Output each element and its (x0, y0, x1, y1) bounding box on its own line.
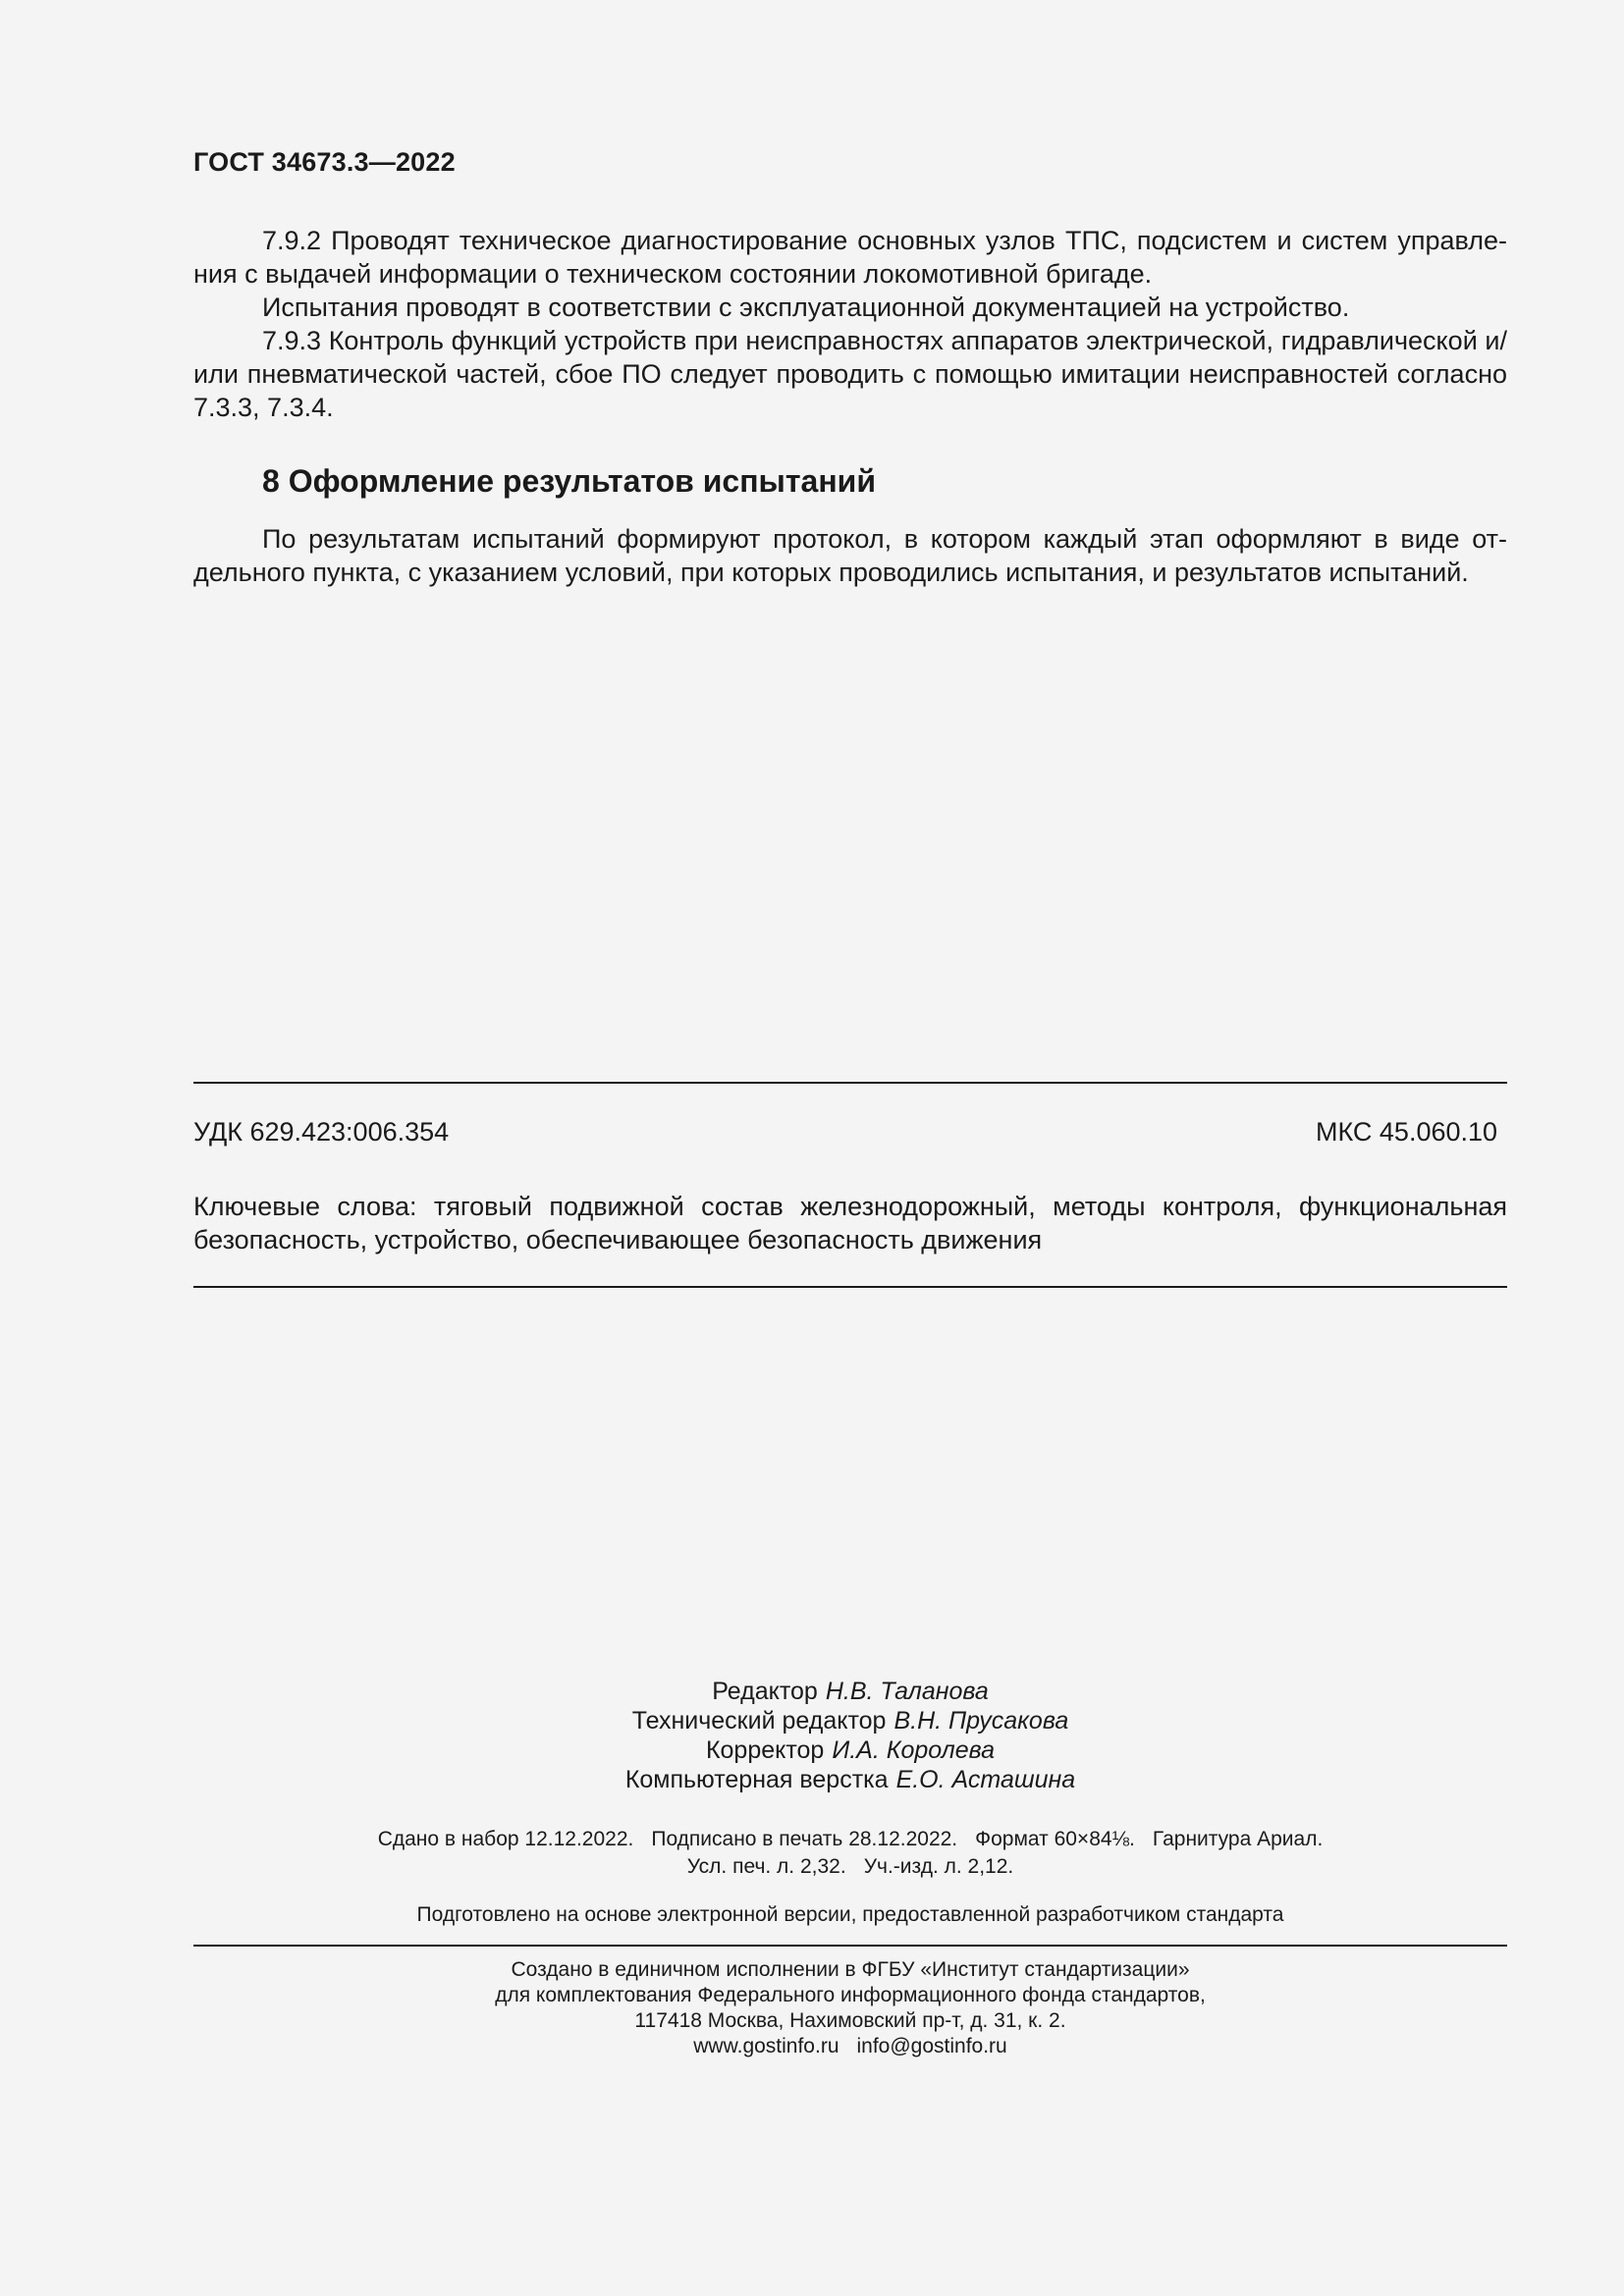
section-8-heading: 8 Оформление результатов испытаний (262, 463, 876, 499)
udk-code: УДК 629.423:006.354 (193, 1117, 450, 1147)
credit-tech-editor: Технический редактор В.Н. Прусакова (631, 1707, 1069, 1735)
print-info-line1: Сдано в набор 12.12.2022. Подписано в печать 28.12.2022. Формат 60×84⅛. Гарнитура Ариал. (377, 1828, 1324, 1850)
paragraph-7-9-2: 7.9.2 Проводят техническое диагностирование основных узлов ТПС, подсистем и систем управления с выдачей информации о техническом состоянии локомотивной бригаде. (193, 226, 1507, 289)
credits-block (193, 1677, 1507, 1794)
divider-keywords (193, 1286, 1507, 1288)
mks-code: МКС 45.060.10 (1316, 1117, 1498, 1147)
paragraph-7-9-3: 7.9.3 Контроль функций устройств при неисправностях аппаратов электрической, гидравлической и/или пневматической частей, сбое ПО следует проводить с помощью имитации неисправностей согласно 7.3.3, 7.3.4. (193, 326, 1507, 422)
credit-layout: Компьютерная верстка Е.О. Асташина (624, 1766, 1076, 1793)
paragraph-tests: Испытания проводят в соответствии с эксплуатационной документацией на устройство. (262, 293, 1350, 322)
print-info-line2: Усл. печ. л. 2,32. Уч.-изд. л. 2,12. (686, 1855, 1014, 1878)
divider-publisher (193, 1945, 1507, 1947)
keywords: Ключевые слова: тяговый подвижной состав железнодорожный, методы контроля, функциональная безопасность, устройство, обеспечивающее безопасность движения (193, 1192, 1507, 1255)
publisher-line1: Создано в единичном исполнении в ФГБУ «Институт стандартизации» (511, 1958, 1190, 1981)
publisher-contacts (193, 2034, 1507, 2059)
paragraph-8: По результатам испытаний формируют протокол, в котором каждый этап оформляют в виде отдельного пункта, с указанием условий, при которых проводились испытания, и результатов испытаний. (193, 524, 1507, 587)
section-7-9-text (193, 224, 1507, 424)
publisher-address: 117418 Москва, Нахимовский пр-т, д. 31, к. 2. (634, 2009, 1066, 2032)
credit-proofreader: Корректор И.А. Королева (705, 1736, 996, 1764)
print-info (193, 1826, 1507, 1881)
credit-editor: Редактор Н.В. Таланова (712, 1678, 989, 1705)
divider-top (193, 1082, 1507, 1084)
publisher-line2: для комплектования Федерального информационного фонда стандартов, (495, 1984, 1206, 2006)
section-8-text (193, 522, 1507, 589)
website-link[interactable]: www.gostinfo.ru (693, 2035, 839, 2057)
publisher-block (193, 1957, 1507, 2059)
email-link[interactable]: info@gostinfo.ru (856, 2035, 1007, 2057)
prepared-note: Подготовлено на основе электронной версии, предоставленной разработчиком стандарта (416, 1903, 1284, 1926)
standard-code: ГОСТ 34673.3—2022 (193, 147, 456, 177)
